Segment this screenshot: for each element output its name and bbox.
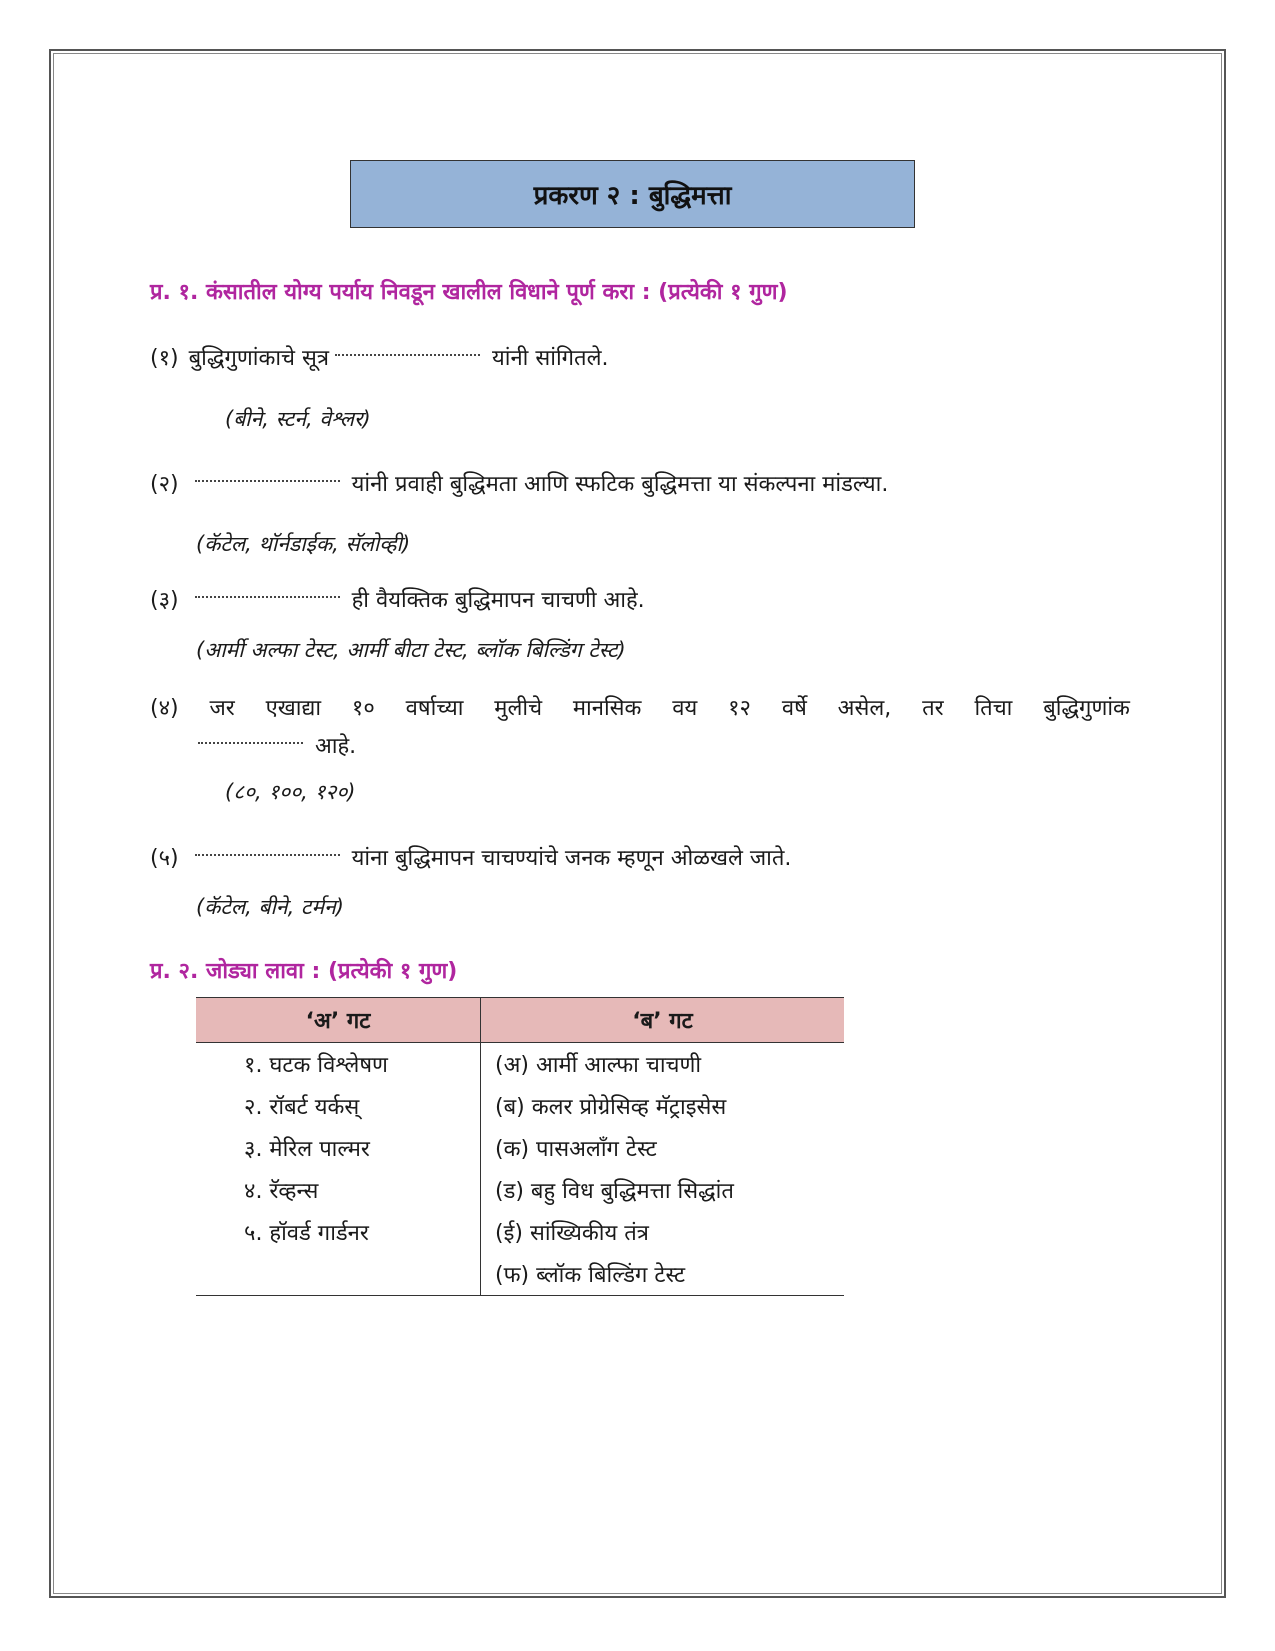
question-text-after: यांनी सांगितले. — [492, 346, 609, 371]
word: १२ — [728, 696, 751, 721]
question-4 — [150, 692, 1130, 760]
question-3 — [150, 584, 645, 614]
question-4-line-2 — [150, 730, 1130, 760]
word: एखाद्या — [265, 696, 322, 721]
table-row — [196, 1085, 844, 1127]
question-number: (५) — [150, 846, 179, 871]
question-3-options: (आर्मी अल्फा टेस्ट, आर्मी बीटा टेस्ट, ब्लॉक बिल्डिंग टेस्ट) — [196, 638, 626, 662]
col-b-cell: (ड) बहु विध बुद्धिमत्ता सिद्धांत — [495, 1179, 734, 1204]
word: वय — [672, 696, 698, 721]
table-header-row — [196, 998, 844, 1043]
question-number: (३) — [150, 588, 179, 613]
col-b-cell: (ई) सांख्यिकीय तंत्र — [495, 1221, 649, 1246]
table-row — [196, 1253, 844, 1296]
col-a-header: ‘अ’ गट — [196, 998, 481, 1043]
col-b-cell: (फ) ब्लॉक बिल्डिंग टेस्ट — [481, 1253, 845, 1296]
table-row — [196, 1169, 844, 1211]
question-2 — [150, 468, 888, 498]
table-row — [196, 1211, 844, 1253]
col-a-cell — [196, 1253, 481, 1296]
question-number: (४) — [150, 696, 179, 721]
word: वर्षे — [781, 696, 807, 721]
col-b-header: ‘ब’ गट — [481, 998, 845, 1043]
table-row — [196, 1127, 844, 1169]
question-text-after: यांना बुद्धिमापन चाचण्यांचे जनक म्हणून ओळखले जाते. — [351, 846, 792, 871]
col-a-cell: ३. मेरिल पाल्मर — [196, 1127, 481, 1169]
col-b-cell: (ब) कलर प्रोग्रेसिव्ह मॅट्राइसेस — [495, 1095, 727, 1120]
col-a-cell: १. घटक विश्लेषण — [196, 1043, 481, 1086]
question-text-after: ही वैयक्तिक बुद्धिमापन चाचणी आहे. — [351, 588, 645, 613]
chapter-title-text: प्रकरण २ : बुद्धिमत्ता — [533, 181, 732, 211]
word: तर — [922, 696, 944, 721]
chapter-title — [350, 160, 915, 228]
question-text-after: यांनी प्रवाही बुद्धिमता आणि स्फटिक बुद्धिमत्ता या संकल्पना मांडल्या. — [351, 472, 889, 497]
answer-blank — [335, 354, 480, 356]
question-2-options: (कॅटेल, थॉर्नडाईक, सॅलोव्ही) — [196, 532, 411, 556]
question-text-before: बुद्धिगुणांकाचे सूत्र — [188, 346, 330, 371]
answer-blank — [195, 854, 340, 856]
section2-heading: प्र. २. जोड्या लावा : (प्रत्येकी १ गुण) — [150, 959, 458, 984]
question-4-line-1 — [150, 692, 1130, 722]
answer-blank — [195, 480, 340, 482]
answer-blank — [195, 596, 340, 598]
col-a-cell: ५. हॉवर्ड गार्डनर — [196, 1211, 481, 1253]
col-b-cell: (क) पासअलाँग टेस्ट — [495, 1137, 657, 1162]
question-number: (१) — [150, 346, 179, 371]
answer-blank — [198, 742, 303, 744]
word: १० — [351, 696, 375, 721]
question-5-options: (कॅटेल, बीने, टर्मन) — [196, 895, 344, 919]
word: बुद्धिगुणांक — [1043, 696, 1130, 721]
word: मानसिक — [572, 696, 642, 721]
word: जर — [209, 696, 235, 721]
match-table — [196, 997, 844, 1296]
word: तिचा — [974, 696, 1013, 721]
word: मुलीचे — [494, 696, 543, 721]
question-1 — [150, 342, 608, 372]
col-a-cell: २. रॉबर्ट यर्कस् — [196, 1085, 481, 1127]
question-4-options: (८०, १००, १२०) — [225, 780, 356, 804]
col-b-cell: (अ) आर्मी आल्फा चाचणी — [495, 1053, 702, 1078]
question-1-options: (बीने, स्टर्न, वेश्लर) — [225, 407, 371, 431]
col-a-cell: ४. रॅव्हन्स — [196, 1169, 481, 1211]
table-row — [196, 1043, 844, 1086]
question-5 — [150, 842, 791, 872]
word: असेल, — [837, 696, 892, 721]
section1-heading: प्र. १. कंसातील योग्य पर्याय निवडून खालील विधाने पूर्ण करा : (प्रत्येकी १ गुण) — [150, 280, 788, 305]
word: वर्षाच्या — [405, 696, 464, 721]
question-number: (२) — [150, 472, 179, 497]
question-text-after: आहे. — [315, 734, 357, 759]
